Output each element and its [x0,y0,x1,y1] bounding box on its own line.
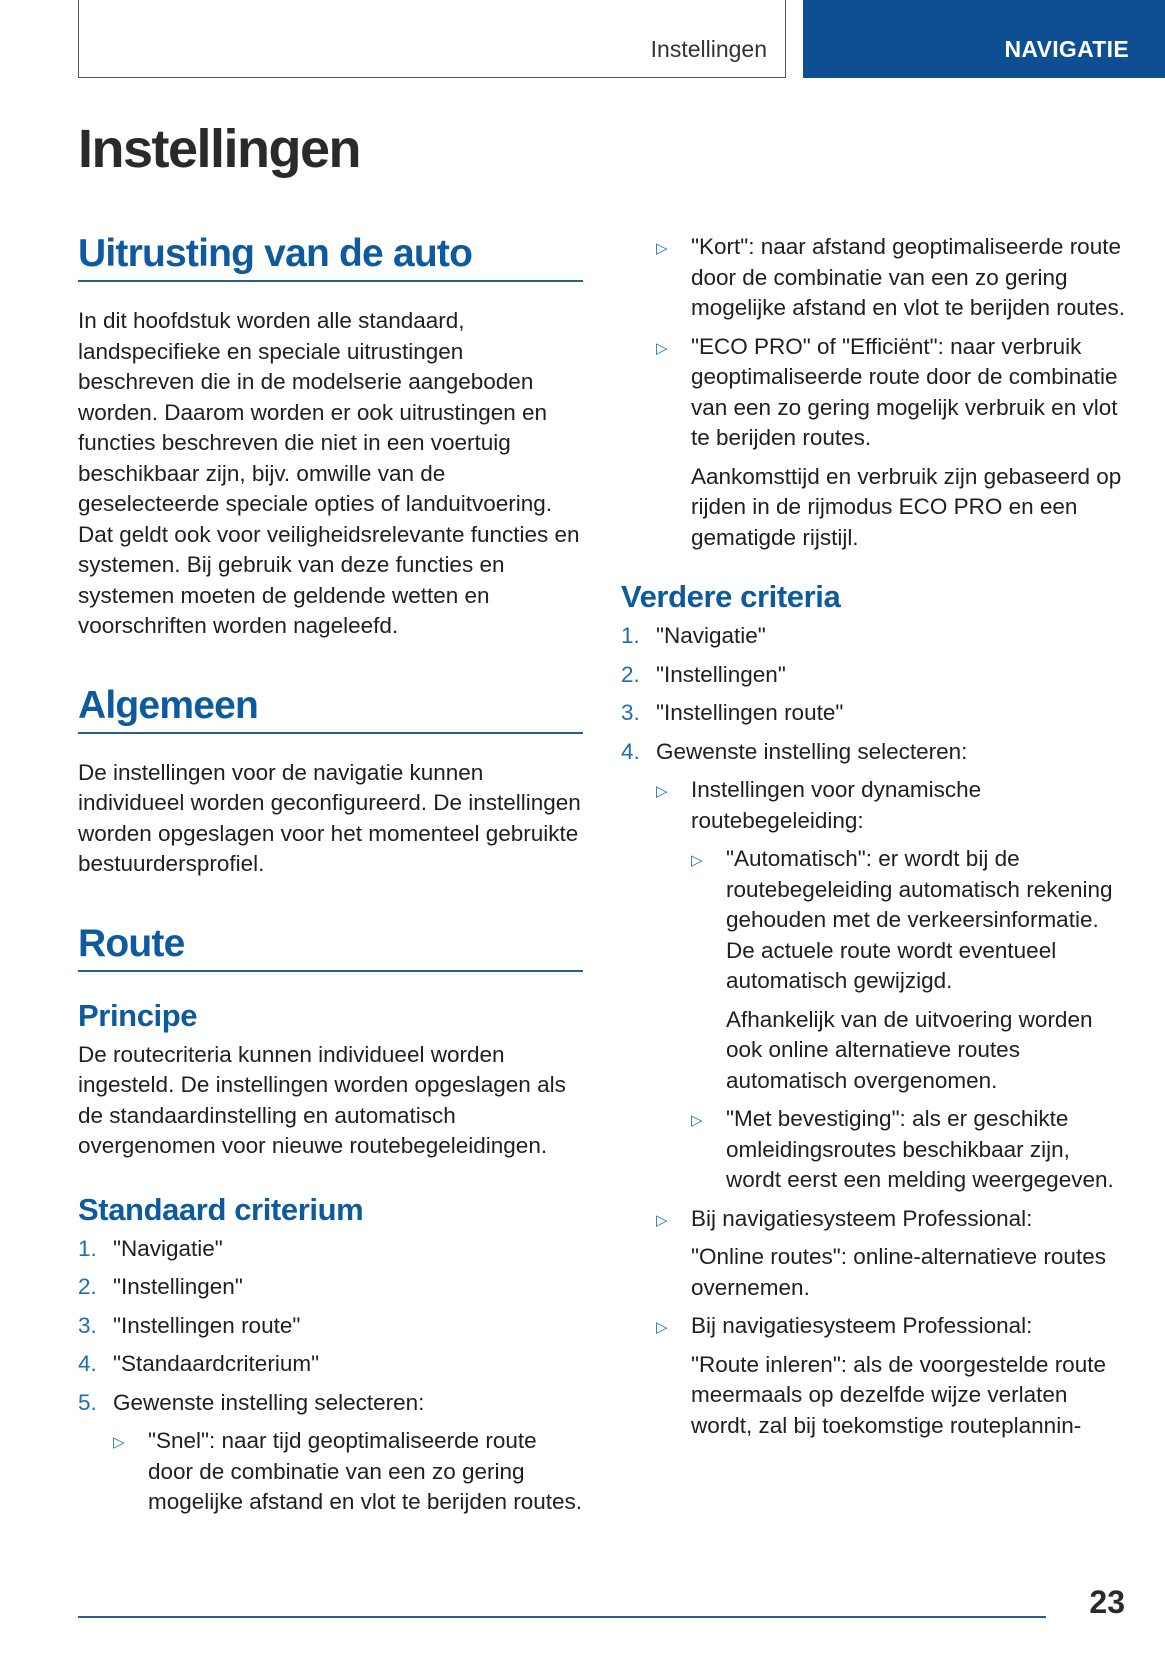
option-text: "Kort": naar afstand geoptimaliseerde route door de combinatie van een zo gering mogelijke afstand en vlot te berijden routes. [691,234,1126,320]
step-text: Gewenste instelling selecteren: [656,738,968,764]
automatic-note: Afhankelijk van de uitvoering worden ook online alternatieve routes automatisch overgenomen. [726,1006,1093,1093]
right-column [621,232,1126,1449]
triangle-right-icon: ▷ [113,1434,125,1451]
step-number: 3. [78,1312,97,1338]
paragraph-principle: De routecriteria kunnen individueel worden ingesteld. De instellingen worden opgeslagen als de standaardinstelling en automatisch overgenomen voor nieuwe routebegeleidingen. [78,1041,566,1158]
list-item [78,1272,583,1303]
header-section-title: Instellingen [650,36,767,62]
standard-options-list-continued [656,232,1126,553]
step-text: Gewenste instelling selecteren: [113,1389,425,1415]
list-item [656,1204,1126,1304]
further-steps-list [621,621,1126,767]
step-text: "Instellingen" [656,661,786,687]
list-item [621,621,1126,652]
dynamic-routing-text: Instellingen voor dynamische routebegeleiding: [691,777,982,833]
heading-route: Route [78,922,583,972]
automatic-text: "Automatisch": er wordt bij de routebegeleiding automatisch rekening gehouden met de verkeersinformatie. De actuele route wordt eventueel automatisch gewijzigd. [726,846,1113,993]
list-item [691,844,1126,1096]
triangle-right-icon: ▷ [691,852,703,869]
page-title: Instellingen [78,119,361,179]
list-item [78,1311,583,1342]
page-number: 23 [1089,1584,1125,1620]
paragraph-equipment: In dit hoofdstuk worden alle standaard, landspecifieke en speciale uitrustingen beschreven die in de modelserie aangeboden worden. Daarom worden er ook uitrustingen en functies beschreven die niet in een voertuig beschikbaar zijn, bijv. omwille van de geselecteerde speciale opties of landuitvoering. Dat geldt ook voor veiligheidsrelevante functies en systemen. Bij gebruik van deze functies en systemen moeten de geldende wetten en voorschriften worden nageleefd. [78,308,580,638]
paragraph-general: De instellingen voor de navigatie kunnen individueel worden geconfigureerd. De instellingen worden opgeslagen voor het momenteel gebruikte bestuurdersprofiel. [78,759,581,876]
list-item [621,698,1126,729]
step-number: 1. [78,1235,97,1261]
heading-equipment: Uitrusting van de auto [78,232,583,282]
list-item [656,775,1126,1196]
triangle-right-icon: ▷ [656,1319,668,1336]
step-number: 1. [621,623,640,648]
step-number: 2. [78,1274,97,1299]
step-number: 3. [621,700,640,725]
step-text: "Navigatie" [113,1235,223,1261]
step-number: 4. [621,738,640,764]
standard-options-list [113,1426,583,1518]
confirm-text: "Met bevestiging": als er geschikte omleidingsroutes beschikbaar zijn, wordt eerst een melding weergegeven. [726,1106,1114,1192]
triangle-right-icon: ▷ [691,1112,703,1129]
option-text: "Snel": naar tijd geoptimaliseerde route door de combinatie van een zo gering mogelijke afstand en vlot te berijden routes. [148,1428,583,1514]
step-number: 2. [621,661,640,687]
header-chapter-tab [803,0,1165,78]
list-item [656,1311,1126,1441]
standard-steps-list [78,1234,583,1419]
list-item [113,1426,583,1518]
step-number: 5. [78,1389,97,1415]
heading-general: Algemeen [78,684,583,734]
list-item [78,1388,583,1419]
triangle-right-icon: ▷ [656,783,668,800]
heading-further-criteria: Verdere criteria [621,579,841,614]
further-options-list [656,775,1126,1441]
triangle-right-icon: ▷ [656,240,668,257]
header-chapter-label: NAVIGATIE [1004,36,1129,62]
step-text: "Instellingen" [113,1274,243,1299]
professional-label: Bij navigatiesysteem Professional: [691,1313,1033,1338]
list-item [78,1349,583,1380]
list-item [656,332,1126,554]
heading-principle: Principe [78,997,198,1033]
list-item [78,1234,583,1265]
heading-standard-criterion: Standaard criterium [78,1191,364,1227]
option-text: "ECO PRO" of "Efficiënt": naar verbruik geoptimaliseerde route door de combinatie van een zo gering mogelijk verbruik en vlot te berijden routes. [691,333,1118,450]
step-text: "Instellingen route" [656,700,844,725]
list-item [621,737,1126,768]
list-item [621,660,1126,691]
triangle-right-icon: ▷ [656,339,668,357]
step-text: "Instellingen route" [113,1312,301,1338]
step-number: 4. [78,1351,97,1376]
triangle-right-icon: ▷ [656,1211,668,1229]
step-text: "Standaardcriterium" [113,1351,320,1376]
professional-label: Bij navigatiesysteem Professional: [691,1205,1033,1231]
online-routes-text: "Online routes": online-alternatieve routes overnemen. [691,1244,1106,1300]
header-section-box [78,0,786,78]
list-item [656,232,1126,324]
list-item [691,1104,1126,1196]
footer-divider [78,1616,1046,1618]
eco-note: Aankomsttijd en verbruik zijn gebaseerd op rijden in de rijmodus ECO PRO en een gematigde rijstijl. [691,463,1122,550]
learn-route-text: "Route inleren": als de voorgestelde route meermaals op dezelfde wijze verlaten wordt, zal bij toekomstige routeplannin- [691,1351,1106,1438]
left-column [78,232,583,1526]
dynamic-options-list [691,844,1126,1196]
step-text: "Navigatie" [656,623,766,648]
